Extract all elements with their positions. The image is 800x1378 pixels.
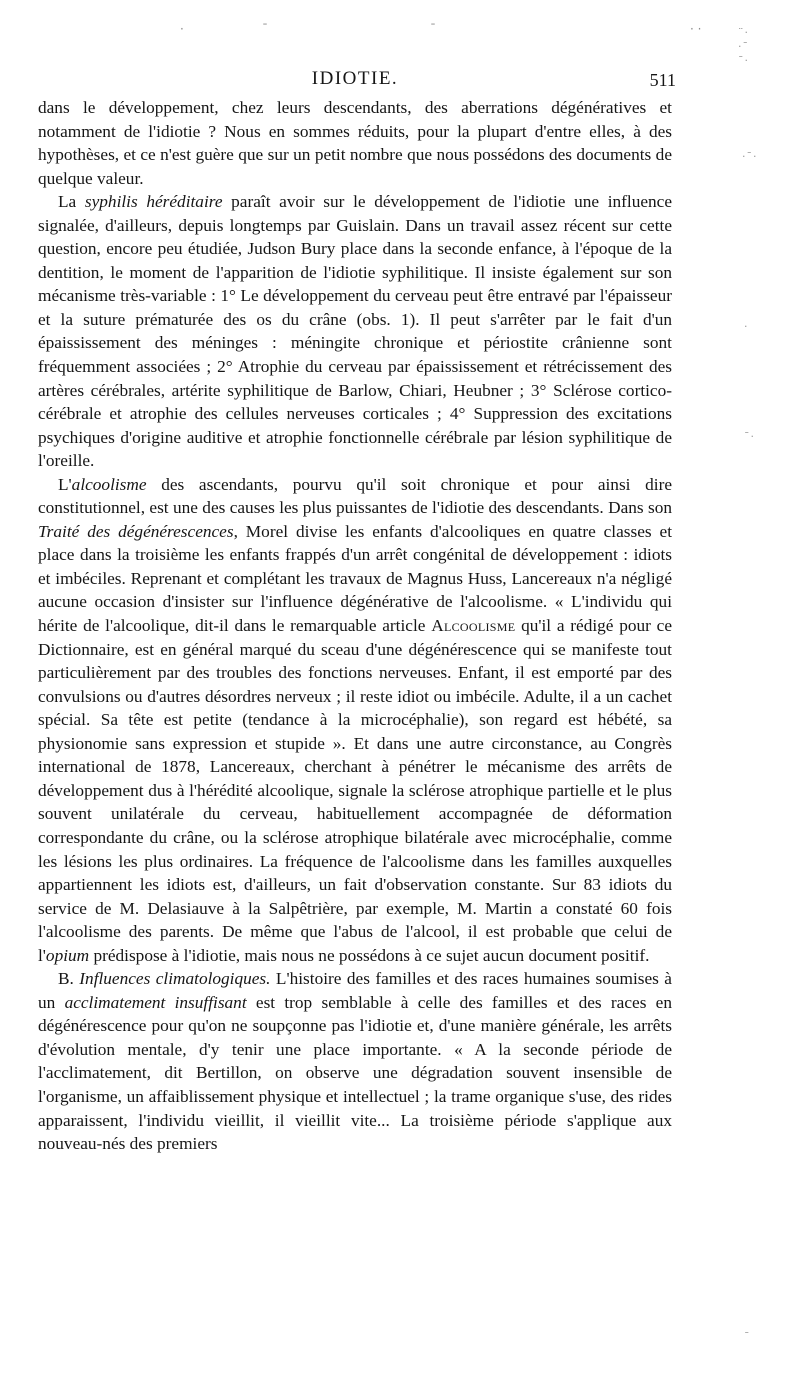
text-run: qu'il a rédigé pour ce Dictionnaire, est en général marqué du sceau d'une dégénérescence qui se manifeste tout particulièrement par des troubles des fonctions nerveuses. Enfant, il est emporté par des convulsions ou d'autres désordres nerveux ; il reste idiot ou imbécile. Adulte, il a un cachet spécial. Sa tête est petite (tendance à la microcéphalie), son regard est hébété, sa physionomie sans expression et stupide ». Et dans une autre circonstance, au Congrès international de 1878, Lancereaux, cherchant à pénétrer le mécanisme des arrêts de développement dus à l'hérédité alcoolique, signale la sclérose atrophique partielle et le plus souvent unilatérale du cerveau, habituellement accompagnée de déformation correspondante du crâne, ou la sclérose atrophique bilatérale avec microcéphalie, comme les lésions les plus ordinaires. La fréquence de l'alcoolisme dans les familles auxquelles appartiennent les idiots est, d'ailleurs, un fait d'observation constante. Sur 83 idiots du service de M. Delasiauve à la Salpêtrière, par exemple, M. Martin a constaté 60 fois l'alcoolisme des parents. De même que l'abus de l'alcool, il est probable que celui de l' — [38, 616, 673, 965]
body-text — [38, 96, 672, 1156]
page-number: 511 — [649, 70, 676, 90]
margin-bleed: ˉ — [744, 1330, 751, 1343]
text-run: L'histoire des familles et des races humaines soumises à un — [38, 969, 672, 1012]
running-head — [38, 66, 676, 96]
text-run: L' — [58, 474, 72, 494]
paragraph — [38, 96, 672, 190]
text-run: , Morel divise les enfants d'alcooliques en quatre classes et place dans la troisième les enfants frappés d'un arrêt congénital de développement : idiots et imbéciles. Reprenant et complétant les travaux de Magnus Huss, Lancereaux n'a négligé aucune occasion d'insister sur l'influence dégénérative de l'alcoolisme. « L'individu qui hérite de l'alcoolique, dit-il dans le remarquable article — [38, 521, 672, 636]
italic-text: acclimatement insuffisant — [64, 992, 247, 1012]
margin-bleed: ·ˉ· — [742, 150, 758, 163]
margin-bleed: · — [744, 320, 749, 333]
text-run: est trop semblable à celle des familles et des races en dégénérescence pour qu'on ne soupçonne pas l'idiotie et, d'une manière générale, les arrêts d'évolution mentale, d'y tenir une place importante. « A la seconde période de l'acclimatement, dit Bertillon, on observe une dégradation souvent insensible de l'organisme, un affaiblissement physique et intellectuel ; la trame organique s'use, des rides apparaissent, l'individu vieillit, il vieillit vite... La troisième période s'applique aux nouveau-nés des premiers — [38, 992, 672, 1154]
italic-text: alcoolisme — [71, 474, 147, 494]
text-run: dans le développement, chez leurs descendants, des aberrations dégénératives et notamment de l'idiotie ? Nous en sommes réduits, pour la plupart d'entre elles, à des hypothèses, et ce n'est guère que sur un petit nombre que nous possédons des documents de quelque valeur. — [38, 98, 672, 188]
text-run: prédispose à l'idiotie, mais nous ne possédons à ce sujet aucun document positif. — [89, 945, 650, 965]
italic-text: Traité des dégénérescences — [38, 521, 234, 541]
margin-bleed: ¨· ·ˉ ˉ· — [738, 26, 749, 67]
paragraph — [38, 473, 672, 967]
scan-speck: ˉ — [430, 22, 436, 36]
text-run: des ascendants, pourvu qu'il soit chronique et pour ainsi dire constitutionnel, est une des causes les plus puissantes de l'idiotie des descendants. Dans son — [38, 474, 672, 518]
text-run: La — [58, 192, 85, 212]
scan-speck: · · — [690, 22, 702, 36]
italic-text: opium — [45, 945, 90, 965]
scan-speck: ˉ — [262, 22, 268, 36]
book-page — [38, 66, 676, 1156]
scan-speck: · — [180, 22, 184, 36]
page-heading: IDIOTIE. — [311, 68, 399, 89]
text-run: paraît avoir sur le développement de l'idiotie une influence signalée, d'ailleurs, depuis longtemps par Guislain. Dans un travail assez récent sur cette question, encore peu étudiée, Judson Bury place dans la seconde enfance, à l'époque de la dentition, le moment de l'apparition de l'idiotie syphilitique. Il insiste également sur son mécanisme très-variable : 1° Le développement du cerveau peut être entravé par l'épaisseur et la suture prématurée des os du crâne (obs. 1). Il peut s'arrêter par le fait d'un épaississement des méninges : méningite chronique et périostite crânienne sont fréquemment associées ; 2° Atrophie du cerveau par épaississement et rétrécissement des artères cérébrales, artérite syphilitique de Barlow, Chiari, Heubner ; 3° Sclérose cortico-cérébrale et atrophie des cellules nerveuses corticales ; 4° Suppression des excitations psychiques d'origine auditive et atrophie fonctionnelle cérébrale par lésion syphilitique de l'oreille. — [38, 192, 673, 471]
italic-text: syphilis héréditaire — [84, 192, 223, 212]
text-run: B. — [58, 969, 80, 989]
paragraph — [38, 190, 672, 473]
italic-text: Influences climatologiques. — [79, 969, 271, 989]
paragraph — [38, 967, 672, 1155]
small-caps-text: Alcoolisme — [431, 616, 516, 636]
margin-bleed: ˉ· — [744, 430, 755, 443]
